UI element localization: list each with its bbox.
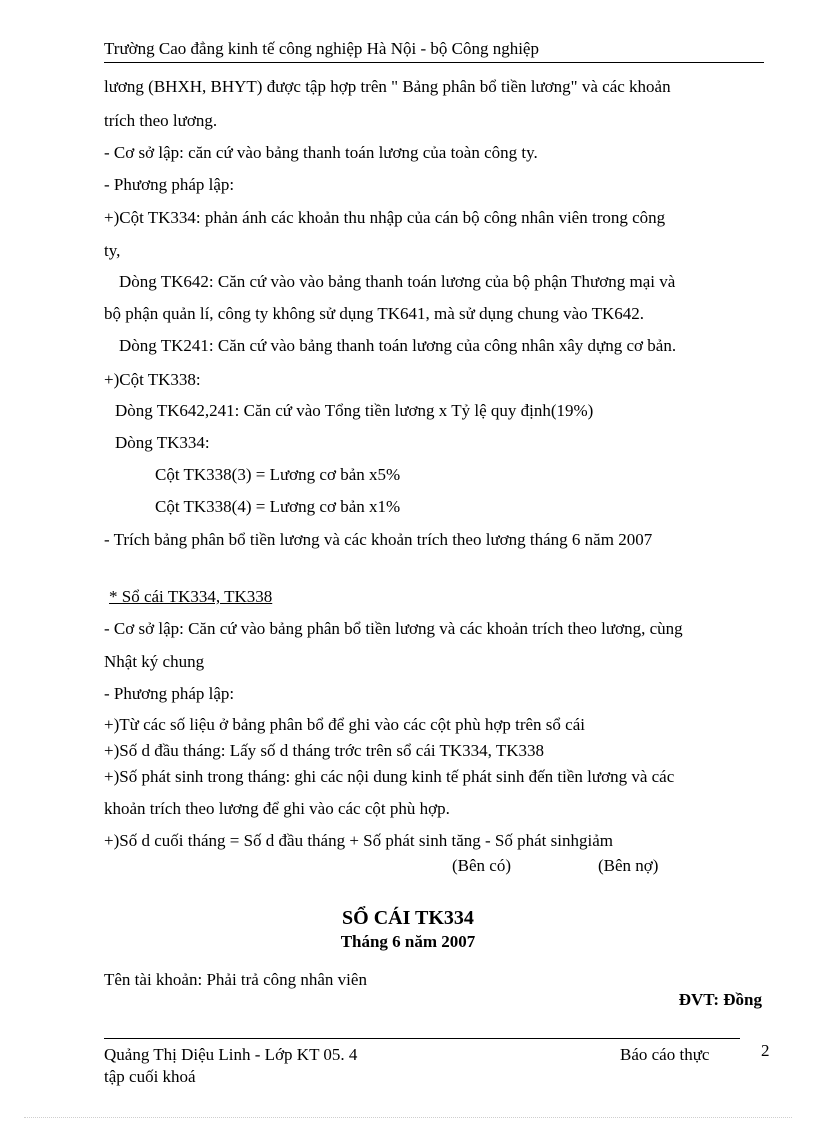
text-line: - Cơ sở lập: căn cứ vào bảng thanh toán lương của toàn công ty. xyxy=(104,143,538,162)
section-heading: * Sổ cái TK334, TK338 xyxy=(109,587,273,606)
footer-divider xyxy=(104,1038,740,1039)
text-line: - Cơ sở lập: Căn cứ vào bảng phân bổ tiền lương và các khoản trích theo lương, cùng xyxy=(104,619,683,638)
text-line: +)Cột TK338: xyxy=(104,370,201,389)
text-line: trích theo lương. xyxy=(104,111,218,130)
text-line: khoản trích theo lương để ghi vào các cột phù hợp. xyxy=(104,799,450,818)
text-line: - Trích bảng phân bổ tiền lương và các khoản trích theo lương tháng 6 năm 2007 xyxy=(104,530,653,549)
credit-side-label: (Bên có) xyxy=(452,856,512,875)
text-line: Cột TK338(3) = Lương cơ bản x5% xyxy=(155,465,401,484)
text-line: +)Số phát sinh trong tháng: ghi các nội dung kinh tế phát sinh đến tiền lương và các xyxy=(104,767,675,786)
account-name: Tên tài khoản: Phải trả công nhân viên xyxy=(104,970,367,989)
footer-report-continued: tập cuối khoá xyxy=(104,1067,196,1086)
text-line: +)Số d cuối tháng = Số d đầu tháng + Số phát sinh tăng - Số phát sinhgiảm xyxy=(104,831,613,850)
text-line: Dòng TK642,241: Căn cứ vào Tổng tiền lương x Tỷ lệ quy định(19%) xyxy=(115,401,594,420)
text-line: Nhật ký chung xyxy=(104,652,205,671)
text-line: Dòng TK241: Căn cứ vào bảng thanh toán lương của công nhân xây dựng cơ bản. xyxy=(119,336,677,355)
footer-author: Quảng Thị Diệu Linh - Lớp KT 05. 4 xyxy=(104,1045,358,1064)
unit-label: ĐVT: Đồng xyxy=(678,990,762,1009)
header-divider xyxy=(104,62,764,63)
ledger-subtitle: Tháng 6 năm 2007 xyxy=(340,932,476,951)
text-line: ty, xyxy=(104,241,121,260)
ledger-title: SỔ CÁI TK334 xyxy=(342,907,474,929)
footer-report: Báo cáo thực xyxy=(620,1045,710,1064)
text-line: - Phương pháp lập: xyxy=(104,684,235,703)
debit-side-label: (Bên nợ) xyxy=(598,856,659,875)
text-line: Cột TK338(4) = Lương cơ bản x1% xyxy=(155,497,401,516)
page-number: 2 xyxy=(761,1041,770,1060)
text-line: +)Cột TK334: phản ánh các khoản thu nhập của cán bộ công nhân viên trong công xyxy=(104,208,666,227)
text-line: lương (BHXH, BHYT) được tập hợp trên " Bảng phân bổ tiền lương" và các khoản xyxy=(104,77,671,96)
text-line: - Phương pháp lập: xyxy=(104,175,235,194)
text-line: Dòng TK334: xyxy=(115,433,210,452)
page-edge-divider xyxy=(24,1117,792,1118)
text-line: +)Từ các số liệu ở bảng phân bổ để ghi vào các cột phù hợp trên sổ cái xyxy=(104,715,585,734)
text-line: +)Số d đầu tháng: Lấy số d tháng trớc trên sổ cái TK334, TK338 xyxy=(104,741,545,760)
text-line: bộ phận quản lí, công ty không sử dụng TK641, mà sử dụng chung vào TK642. xyxy=(104,304,645,323)
page-header: Trường Cao đẳng kinh tế công nghiệp Hà Nội - bộ Công nghiệp xyxy=(104,39,539,58)
text-line: Dòng TK642: Căn cứ vào vào bảng thanh toán lương của bộ phận Thương mại và xyxy=(119,272,676,291)
